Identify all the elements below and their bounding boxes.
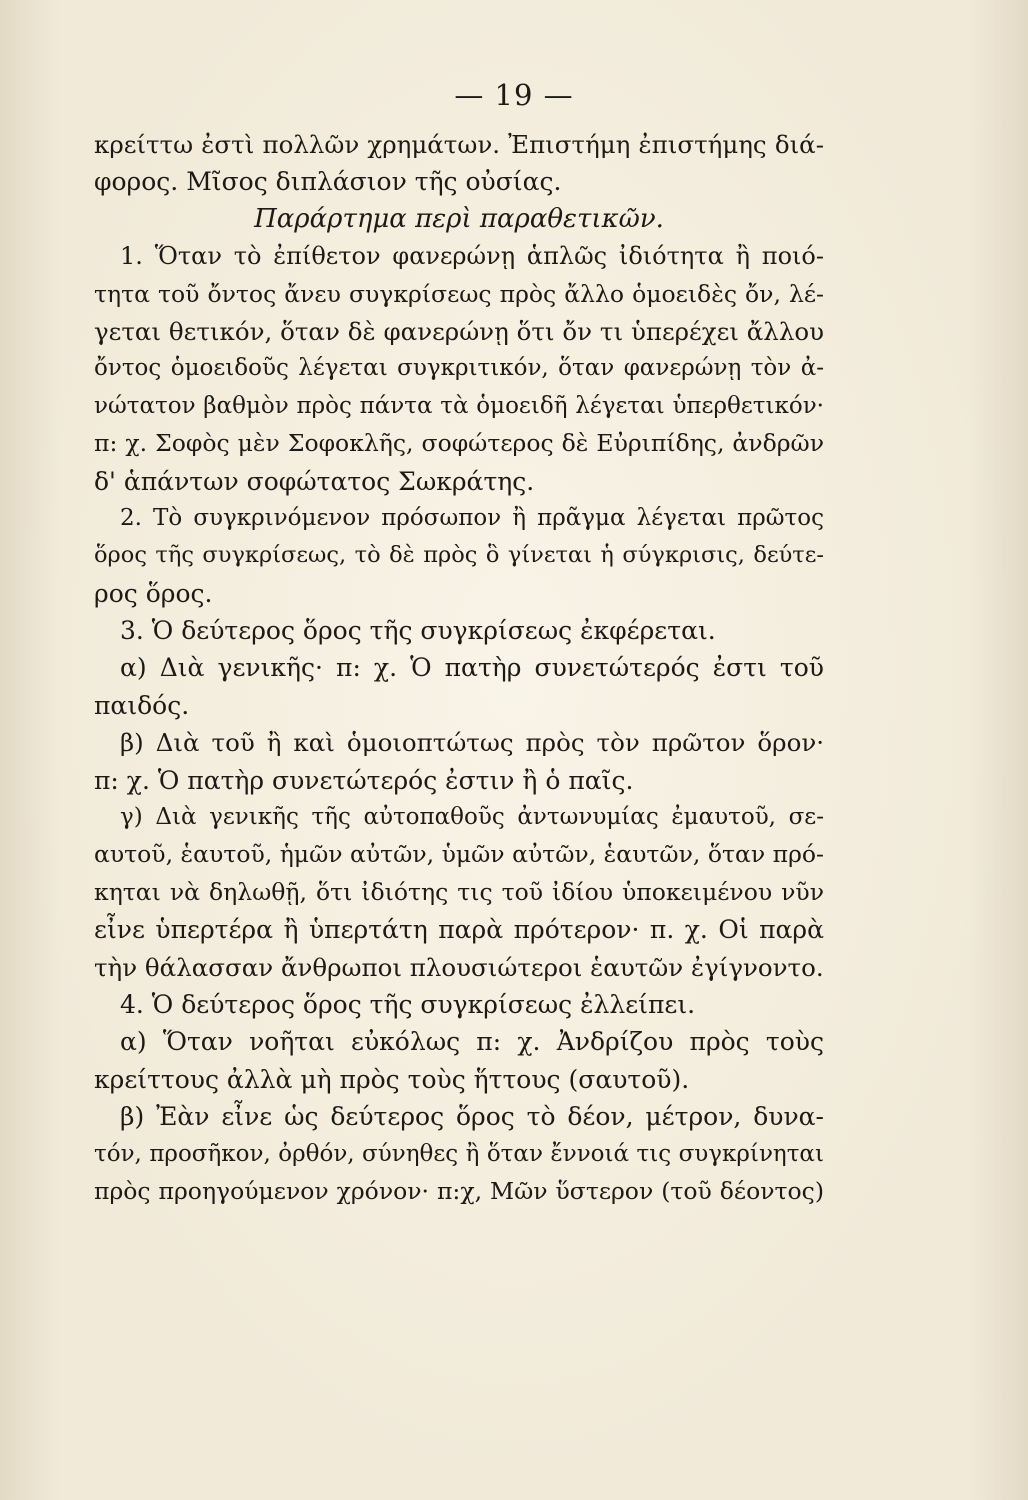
text-line: τητα τοῦ ὄντος ἄνευ συγκρίσεως πρὸς ἄλλο ὁμοειδὲς ὄν, λέ- bbox=[94, 279, 824, 308]
page-number: — 19 — bbox=[454, 78, 574, 112]
text-line: π: χ. Σοφὸς μὲν Σοφοκλῆς, σοφώτερος δὲ Εὐριπίδης, ἀνδρῶν bbox=[94, 429, 824, 458]
text-line: α) Διὰ γενικῆς· π: χ. Ὁ πατὴρ συνετώτερός ἐστι τοῦ bbox=[120, 653, 824, 683]
text-line: νώτατον βαθμὸν πρὸς πάντα τὰ ὁμοειδῆ λέγεται ὑπερθετικόν· bbox=[94, 392, 824, 419]
text-line: β) Ἐὰν εἶνε ὡς δεύτερος ὅρος τὸ δέον, μέτρον, δυνα- bbox=[120, 1102, 824, 1132]
text-line: δ' ἁπάντων σοφώτατος Σωκράτης. bbox=[94, 466, 535, 496]
text-line: παιδός. bbox=[94, 690, 190, 720]
text-line: κρείττους ἀλλὰ μὴ πρὸς τοὺς ἥττους (σαυτοῦ). bbox=[94, 1064, 690, 1094]
text-line: κρείττω ἐστὶ πολλῶν χρημάτων. Ἐπιστήμη ἐπιστήμης διά- bbox=[94, 130, 824, 159]
text-line: κηται νὰ δηλωθῇ, ὅτι ἰδιότης τις τοῦ ἰδίου ὑποκειμένου νῦν bbox=[94, 877, 824, 906]
text-line: γ) Διὰ γενικῆς τῆς αὐτοπαθοῦς ἀντωνυμίας ἐμαυτοῦ, σε- bbox=[120, 804, 824, 831]
section-heading: Παράρτημα περὶ παραθετικῶν. bbox=[254, 203, 664, 234]
text-line: 1. Ὅταν τὸ ἐπίθετον φανερώνῃ ἁπλῶς ἰδιότητα ἢ ποιό- bbox=[120, 242, 824, 271]
text-line: α) Ὅταν νοῆται εὐκόλως π: χ. Ἀνδρίζου πρὸς τοὺς bbox=[120, 1027, 824, 1057]
text-line: αυτοῦ, ἑαυτοῦ, ἡμῶν αὐτῶν, ὑμῶν αὐτῶν, ἑαυτῶν, ὅταν πρό- bbox=[94, 840, 824, 869]
text-line: 2. Τὸ συγκρινόμενον πρόσωπον ἢ πρᾶγμα λέγεται πρῶτος bbox=[120, 504, 824, 531]
text-line: φορος. Μῖσος διπλάσιον τῆς οὐσίας. bbox=[94, 167, 562, 197]
text-line: 3. Ὁ δεύτερος ὅρος τῆς συγκρίσεως ἐκφέρεται. bbox=[120, 616, 716, 646]
text-line: πρὸς προηγούμενον χρόνον· π:χ, Μῶν ὕστερον (τοῦ δέοντος) bbox=[94, 1176, 824, 1205]
text-line: τὴν θάλασσαν ἄνθρωποι πλουσιώτεροι ἑαυτῶν ἐγίγνοντο. bbox=[94, 952, 824, 982]
text-line: 4. Ὁ δεύτερος ὅρος τῆς συγκρίσεως ἐλλείπει. bbox=[120, 989, 696, 1019]
page-body bbox=[94, 126, 824, 1210]
text-line: τόν, προσῆκον, ὀρθόν, σύνηθες ἢ ὅταν ἔννοιά τις συγκρίνηται bbox=[94, 1140, 824, 1167]
text-line: εἶνε ὑπερτέρα ἢ ὑπερτάτη παρὰ πρότερον· π. χ. Οἱ παρὰ bbox=[94, 915, 824, 945]
text-line: β) Διὰ τοῦ ἢ καὶ ὁμοιοπτώτως πρὸς τὸν πρῶτον ὅρον· bbox=[120, 728, 824, 758]
text-line: ὄντος ὁμοειδοῦς λέγεται συγκριτικόν, ὅταν φανερώνῃ τὸν ἀ- bbox=[94, 355, 824, 382]
text-line: ρος ὅρος. bbox=[94, 578, 213, 608]
text-line: ὅρος τῆς συγκρίσεως, τὸ δὲ πρὸς ὃ γίνεται ἡ σύγκρισις, δεύτε- bbox=[94, 542, 824, 569]
text-line: π: χ. Ὁ πατὴρ συνετώτερός ἐστιν ἢ ὁ παῖς. bbox=[94, 765, 634, 795]
text-line: γεται θετικόν, ὅταν δὲ φανερώνῃ ὅτι ὄν τι ὑπερέχει ἄλλου bbox=[94, 316, 824, 346]
